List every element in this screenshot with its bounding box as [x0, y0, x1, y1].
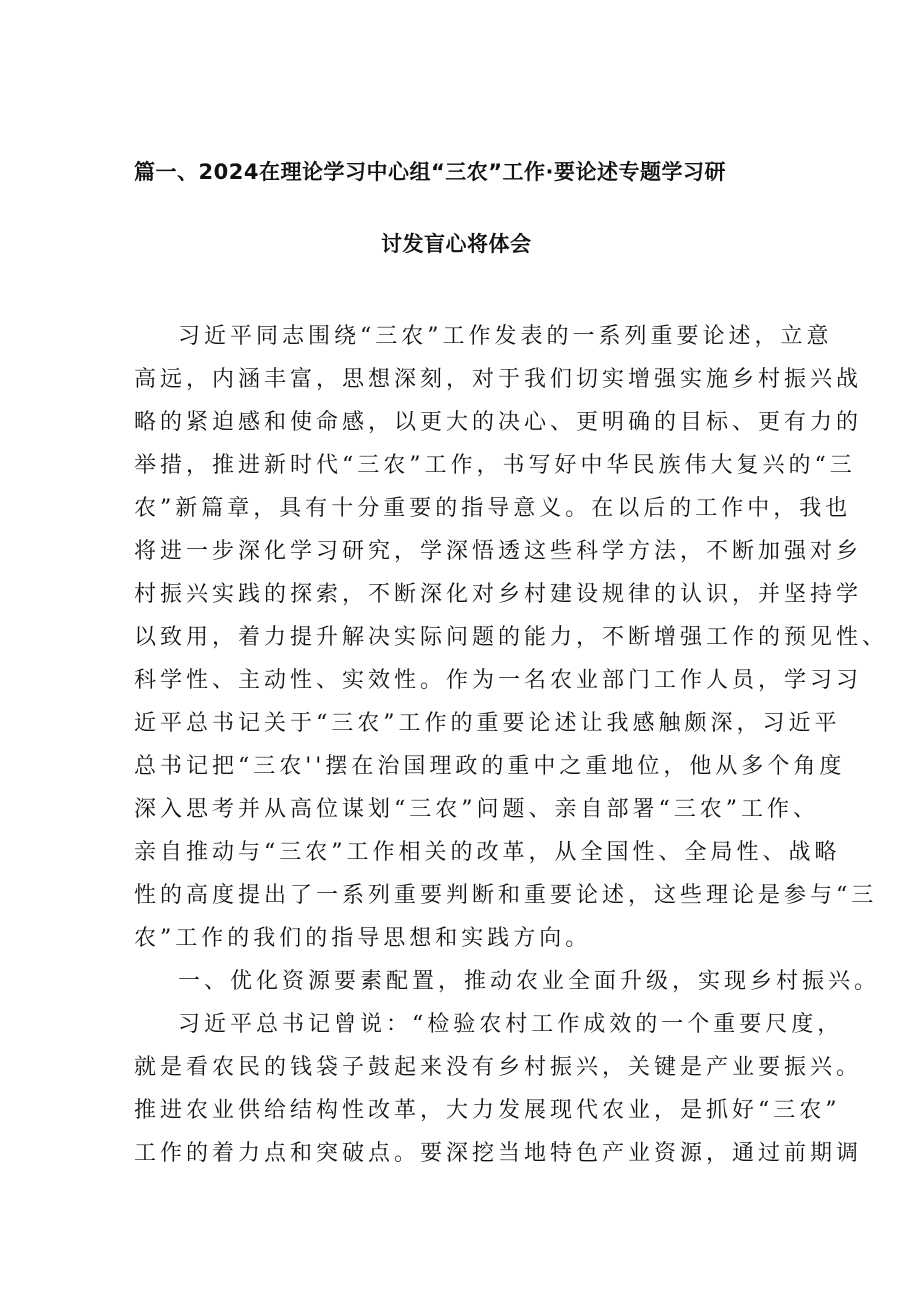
body-line-12: 深入思考并从高位谋划“三农”问题、亲自部署“三农”工作、: [134, 797, 819, 822]
document-title-line-2: 讨发盲心将体会: [381, 232, 532, 256]
body-line-14: 性的高度提出了一系列重要判断和重要论述，这些理论是参与“三: [134, 883, 878, 908]
body-line-5: 农”新篇章，具有十分重要的指导意义。在以后的工作中，我也: [134, 496, 852, 521]
body-line-7: 村振兴实践的探索，不断深化对乡村建设规律的认识，并坚持学: [134, 582, 863, 607]
body-line-4: 举措，推进新时代“三农”工作，书写好中华民族伟大复兴的“三: [134, 453, 856, 478]
body-line-15: 农”工作的我们的指导思想和实践方向。: [134, 926, 592, 951]
body-line-1: 习近平同志围绕“三农”工作发表的一系列重要论述，立意: [178, 324, 833, 349]
body-line-2: 高远，内涵丰富，思想深刻，对于我们切实增强实施乡村振兴战: [134, 367, 863, 392]
section-heading-1: 一、优化资源要素配置，推动农业全面升级，实现乡村振兴。: [178, 969, 881, 994]
document-title-line-1: 篇一、2024在理论学习中心组“三农”工作·要论述专题学习研: [134, 160, 727, 184]
body-line-11: 总书记把“三农''摆在治国理政的重中之重地位，他从多个角度: [134, 754, 846, 779]
body-line-6: 将进一步深化学习研究，学深悟透这些科学方法，不断加强对乡: [134, 539, 863, 564]
body-line-17: 习近平总书记曾说：“检验农村工作成效的一个重要尺度，: [178, 1012, 844, 1037]
body-line-10: 近平总书记关于“三农”工作的重要论述让我感触颇深，习近平: [134, 711, 841, 736]
body-line-18: 就是看农民的钱袋子鼓起来没有乡村振兴，关键是产业要振兴。: [134, 1055, 863, 1080]
body-line-3: 略的紧迫感和使命感，以更大的决心、更明确的目标、更有力的: [134, 410, 863, 435]
body-line-8: 以致用，着力提升解决实际问题的能力，不断增强工作的预见性、: [134, 625, 889, 650]
body-line-13: 亲自推动与“三农”工作相关的改革，从全国性、全局性、战略: [134, 840, 841, 865]
body-line-19: 推进农业供给结构性改革，大力发展现代农业，是抓好“三农”: [134, 1098, 841, 1123]
body-line-20: 工作的着力点和突破点。要深挖当地特色产业资源，通过前期调: [134, 1141, 863, 1166]
body-line-9: 科学性、主动性、实效性。作为一名农业部门工作人员，学习习: [134, 668, 863, 693]
